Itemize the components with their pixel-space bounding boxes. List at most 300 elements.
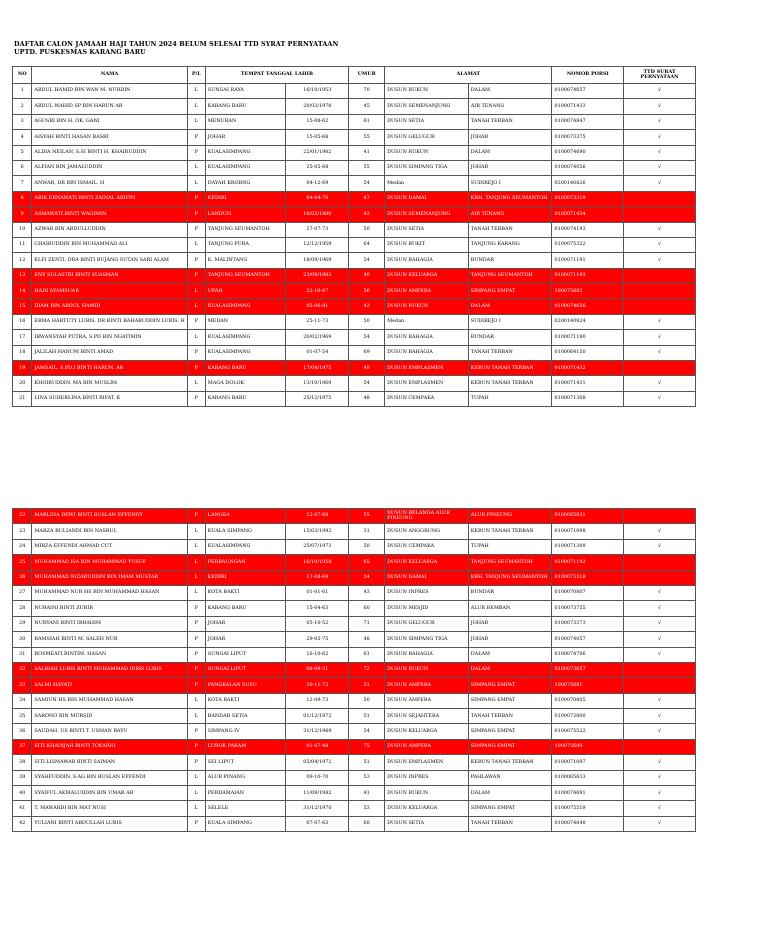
gender-cell: L bbox=[187, 376, 205, 391]
birthplace-cell: ALUR PINANG bbox=[205, 770, 286, 785]
name-cell: JAMSAIL, S.PD.I BINTI HARUN. AR bbox=[32, 361, 187, 376]
table-row bbox=[13, 816, 696, 831]
birthdate-cell: 07-07-63 bbox=[286, 816, 349, 831]
village-cell: SIMPANG EMPAT bbox=[468, 801, 552, 816]
village-cell: BUNDAR bbox=[468, 330, 552, 345]
porsi-number-cell: 0100073318 bbox=[552, 570, 624, 585]
birthdate-cell: 16-10-62 bbox=[286, 647, 349, 662]
age-cell: 51 bbox=[349, 678, 385, 693]
birthplace-cell: SELELE bbox=[205, 801, 286, 816]
name-cell: AGUSRI BIN H. OK. GANI bbox=[32, 114, 187, 129]
age-cell: 48 bbox=[349, 632, 385, 647]
birthdate-cell: 12-09-73 bbox=[286, 693, 349, 708]
row-number: 17 bbox=[13, 330, 32, 345]
row-number: 28 bbox=[13, 601, 32, 616]
signature-check-cell bbox=[624, 284, 696, 299]
table-row bbox=[13, 253, 696, 268]
birthdate-cell: 25/12/1975 bbox=[286, 391, 349, 406]
gender-cell: P bbox=[187, 191, 205, 206]
porsi-number-cell: 0100071308 bbox=[552, 391, 624, 406]
gender-cell: L bbox=[187, 114, 205, 129]
signature-check-cell: √ bbox=[624, 84, 696, 99]
gender-cell: P bbox=[187, 361, 205, 376]
gender-cell: P bbox=[187, 647, 205, 662]
hamlet-cell: DUSUN BAHAGIA bbox=[385, 345, 469, 360]
row-number: 30 bbox=[13, 632, 32, 647]
signature-check-cell: √ bbox=[624, 816, 696, 831]
porsi-number-cell: 0100073657 bbox=[552, 662, 624, 677]
porsi-number-cell: 0100073755 bbox=[552, 601, 624, 616]
table-row bbox=[13, 314, 696, 329]
village-cell: TANAH TERBAN bbox=[468, 816, 552, 831]
porsi-number-cell: 0100071191 bbox=[552, 253, 624, 268]
signature-check-cell: √ bbox=[624, 524, 696, 539]
gender-cell: P bbox=[187, 130, 205, 145]
gender-cell: L bbox=[187, 284, 205, 299]
birthplace-cell: TANJUNG SEUMANTOH bbox=[205, 222, 286, 237]
signature-check-cell: √ bbox=[624, 755, 696, 770]
age-cell: 48 bbox=[349, 391, 385, 406]
row-number: 22 bbox=[13, 509, 32, 524]
birthdate-cell: 17/04/1975 bbox=[286, 361, 349, 376]
signature-check-cell bbox=[624, 678, 696, 693]
signature-check-cell bbox=[624, 299, 696, 314]
age-cell: 50 bbox=[349, 693, 385, 708]
signature-check-cell bbox=[624, 739, 696, 754]
village-cell: KEBUN TANAH TERBAN bbox=[468, 755, 552, 770]
signature-check-cell: √ bbox=[624, 724, 696, 739]
gender-cell: P bbox=[187, 268, 205, 283]
birthplace-cell: LANDUH bbox=[205, 207, 286, 222]
birthdate-cell: 31/12/1969 bbox=[286, 724, 349, 739]
name-cell: SAUDAH. US BINTI T. USMAN BAYU bbox=[32, 724, 187, 739]
row-number: 33 bbox=[13, 678, 32, 693]
row-number: 41 bbox=[13, 801, 32, 816]
gender-cell: L bbox=[187, 176, 205, 191]
birthplace-cell: SUNGAI LIPUT bbox=[205, 647, 286, 662]
porsi-number-cell: 0100075519 bbox=[552, 801, 624, 816]
row-number: 7 bbox=[13, 176, 32, 191]
table-row bbox=[13, 176, 696, 191]
name-cell: RAMSIAH BINTI M. SALEH NUR bbox=[32, 632, 187, 647]
age-cell: 41 bbox=[349, 786, 385, 801]
name-cell: MUHAMMAD NIZARUDDIN BIN IMAM MUSTAR bbox=[32, 570, 187, 585]
birthdate-cell: 16/10/1958 bbox=[286, 555, 349, 570]
birthplace-cell: SUNGAI LIPUT bbox=[205, 662, 286, 677]
hamlet-cell: DUSUN KELUARGA bbox=[385, 268, 469, 283]
birthplace-cell: SUNGAI RAYA bbox=[205, 84, 286, 99]
row-number: 21 bbox=[13, 391, 32, 406]
birthplace-cell: JOHAR bbox=[205, 616, 286, 631]
table-row bbox=[13, 755, 696, 770]
hamlet-cell: DUSUN SIMPANG TIGA bbox=[385, 632, 469, 647]
village-cell: TANJUNG SEUMANTOH bbox=[468, 268, 552, 283]
row-number: 10 bbox=[13, 222, 32, 237]
signature-check-cell: √ bbox=[624, 376, 696, 391]
porsi-number-cell: 0100074691 bbox=[552, 786, 624, 801]
age-cell: 54 bbox=[349, 724, 385, 739]
gender-cell: L bbox=[187, 524, 205, 539]
row-number: 13 bbox=[13, 268, 32, 283]
row-number: 1 bbox=[13, 84, 32, 99]
gender-cell: L bbox=[187, 330, 205, 345]
signature-check-cell: √ bbox=[624, 145, 696, 160]
birthplace-cell: MAGA DOLOK bbox=[205, 376, 286, 391]
birthdate-cell: 05/04/1972 bbox=[286, 755, 349, 770]
hamlet-cell: DUSUN SIMPANG TIGA bbox=[385, 160, 469, 175]
porsi-number-cell: 0100072800 bbox=[552, 709, 624, 724]
signature-check-cell: √ bbox=[624, 114, 696, 129]
village-cell: TANJUNG KARANG bbox=[468, 237, 552, 252]
row-number: 38 bbox=[13, 755, 32, 770]
hamlet-cell: DUSUN RUKUN bbox=[385, 299, 469, 314]
table-row bbox=[13, 99, 696, 114]
hamlet-cell: DUSUN GELUGUR bbox=[385, 130, 469, 145]
village-cell: DALAM bbox=[468, 786, 552, 801]
row-number: 34 bbox=[13, 693, 32, 708]
age-cell: 54 bbox=[349, 376, 385, 391]
birthdate-cell: 08-09-51 bbox=[286, 662, 349, 677]
birthplace-cell: PERDAMAIAN bbox=[205, 786, 286, 801]
village-cell: KBH. TANJUNG SEUMANTOH bbox=[468, 570, 552, 585]
porsi-number-cell: 100075682 bbox=[552, 284, 624, 299]
porsi-number-cell: 0200140824 bbox=[552, 314, 624, 329]
village-cell: DALAM bbox=[468, 647, 552, 662]
registrant-table-1 bbox=[12, 66, 696, 407]
gender-cell: L bbox=[187, 299, 205, 314]
name-cell: AZWAR BIN ABDULLUDDIN bbox=[32, 222, 187, 237]
birthplace-cell: LUBOK PAKAM bbox=[205, 739, 286, 754]
birthplace-cell: KUALASIMPANG bbox=[205, 299, 286, 314]
name-cell: NURAINI BINTI ZUBIR bbox=[32, 601, 187, 616]
porsi-number-cell: 100075681 bbox=[552, 678, 624, 693]
age-cell: 55 bbox=[349, 130, 385, 145]
age-cell: 61 bbox=[349, 114, 385, 129]
gender-cell: L bbox=[187, 786, 205, 801]
row-number: 36 bbox=[13, 724, 32, 739]
birthplace-cell: BANDAR SETIA bbox=[205, 709, 286, 724]
birthdate-cell: 05-10-52 bbox=[286, 616, 349, 631]
table-row bbox=[13, 601, 696, 616]
signature-check-cell: √ bbox=[624, 237, 696, 252]
row-number: 18 bbox=[13, 345, 32, 360]
name-cell: AISYAH BINTI HASAN BASRI bbox=[32, 130, 187, 145]
birthplace-cell: MENURAN bbox=[205, 114, 286, 129]
porsi-number-cell: 0100071432 bbox=[552, 361, 624, 376]
table-row bbox=[13, 739, 696, 754]
birthplace-cell: JOHAR bbox=[205, 130, 286, 145]
signature-check-cell: √ bbox=[624, 176, 696, 191]
age-cell: 54 bbox=[349, 176, 385, 191]
birthplace-cell: KUALA SIMPANG bbox=[205, 524, 286, 539]
village-cell: SIMPANG EMPAT bbox=[468, 678, 552, 693]
porsi-number-cell: 0100074847 bbox=[552, 114, 624, 129]
signature-check-cell: √ bbox=[624, 786, 696, 801]
name-cell: YULIANI BINTI ABDULLAH LUBIS bbox=[32, 816, 187, 831]
name-cell: ANWAR, DR BIN ISMAIL. H bbox=[32, 176, 187, 191]
name-cell: SALMI HAYATI bbox=[32, 678, 187, 693]
birthplace-cell: KARANG BARU bbox=[205, 99, 286, 114]
porsi-number-cell: 0100071190 bbox=[552, 330, 624, 345]
hamlet-cell: DUSUN CEMPAKA bbox=[385, 539, 469, 554]
porsi-number-cell: 0100065633 bbox=[552, 770, 624, 785]
porsi-number-cell: 0100065631 bbox=[552, 509, 624, 524]
gender-cell: P bbox=[187, 345, 205, 360]
hamlet-cell: DUSUN DAMAI bbox=[385, 570, 469, 585]
porsi-number-cell: 0100074848 bbox=[552, 816, 624, 831]
signature-check-cell: √ bbox=[624, 770, 696, 785]
age-cell: 53 bbox=[349, 801, 385, 816]
gender-cell: L bbox=[187, 709, 205, 724]
village-cell: JOHAR bbox=[468, 632, 552, 647]
table-row bbox=[13, 237, 696, 252]
signature-check-cell: √ bbox=[624, 253, 696, 268]
birthdate-cell: 01-07-48 bbox=[286, 739, 349, 754]
age-cell: 55 bbox=[349, 160, 385, 175]
birthdate-cell: 01-07-54 bbox=[286, 345, 349, 360]
header-porsi: NOMOR PORSI bbox=[552, 67, 624, 84]
table-row bbox=[13, 524, 696, 539]
signature-check-cell: √ bbox=[624, 222, 696, 237]
village-cell: TUPAH bbox=[468, 539, 552, 554]
birthplace-cell: KARANG BARU bbox=[205, 391, 286, 406]
name-cell: T. MAWARDI BIN MAT NUSI bbox=[32, 801, 187, 816]
porsi-number-cell: 0100075522 bbox=[552, 724, 624, 739]
signature-check-cell: √ bbox=[624, 539, 696, 554]
birthplace-cell: KARANG BARU bbox=[205, 361, 286, 376]
row-number: 37 bbox=[13, 739, 32, 754]
table-row bbox=[13, 709, 696, 724]
age-cell: 51 bbox=[349, 709, 385, 724]
porsi-number-cell: 0100070805 bbox=[552, 693, 624, 708]
birthplace-cell: KUALASIMPANG bbox=[205, 330, 286, 345]
table-row bbox=[13, 678, 696, 693]
birthplace-cell: KUALASIMPANG bbox=[205, 145, 286, 160]
name-cell: SITI KHADIJAH BINTI TOKARIO bbox=[32, 739, 187, 754]
village-cell: KEBUN TANAH TERBAN bbox=[468, 376, 552, 391]
name-cell: MUHAMMAD NUR HS BIN MUHAMMAD HASAN bbox=[32, 585, 187, 600]
porsi-number-cell: 0100074656 bbox=[552, 299, 624, 314]
porsi-number-cell: 0200140826 bbox=[552, 176, 624, 191]
village-cell: JOHAR bbox=[468, 130, 552, 145]
name-cell: LINA SUHERLINA BINTI RIFAT. K bbox=[32, 391, 187, 406]
signature-check-cell bbox=[624, 555, 696, 570]
birthdate-cell: 22-10-67 bbox=[286, 284, 349, 299]
porsi-number-cell: 0100071192 bbox=[552, 555, 624, 570]
row-number: 35 bbox=[13, 709, 32, 724]
name-cell: NURYANI BINTI IBRAHIM bbox=[32, 616, 187, 631]
row-number: 39 bbox=[13, 770, 32, 785]
table-row bbox=[13, 570, 696, 585]
birthdate-cell: 15-05-68 bbox=[286, 130, 349, 145]
birthdate-cell: 04-12-69 bbox=[286, 176, 349, 191]
gender-cell: P bbox=[187, 616, 205, 631]
porsi-number-cell: 0100071309 bbox=[552, 539, 624, 554]
name-cell: SAMIUN HS BIN MUHAMMAD HASAN bbox=[32, 693, 187, 708]
signature-check-cell bbox=[624, 207, 696, 222]
signature-check-cell: √ bbox=[624, 693, 696, 708]
table-row bbox=[13, 207, 696, 222]
hamlet-cell: DUSUN SEMENANJUNG bbox=[385, 207, 469, 222]
hamlet-cell: DUSUN ANGGRUNG bbox=[385, 524, 469, 539]
table-row bbox=[13, 114, 696, 129]
hamlet-cell: DUSUN KELUARGA bbox=[385, 801, 469, 816]
gender-cell: L bbox=[187, 555, 205, 570]
name-cell: MUHAMMAD ISA BIN MUHAMMAD YUSUF bbox=[32, 555, 187, 570]
birthplace-cell: KEDIRI bbox=[205, 191, 286, 206]
gender-cell: P bbox=[187, 601, 205, 616]
document-subtitle: UPTD. PUSKESMAS KARANG BARU bbox=[14, 48, 146, 56]
name-cell: SITI LISMAWAR BINTI SAIMAN bbox=[32, 755, 187, 770]
village-cell: PAHLAWAN bbox=[468, 770, 552, 785]
table-row bbox=[13, 632, 696, 647]
registrant-table-2 bbox=[12, 508, 696, 832]
name-cell: ALDIA NEILAN, S.SI BINTI H. KHAIRUDDIN bbox=[32, 145, 187, 160]
row-number: 6 bbox=[13, 160, 32, 175]
birthdate-cell: 16/02/1980 bbox=[286, 207, 349, 222]
table-row bbox=[13, 345, 696, 360]
age-cell: 51 bbox=[349, 755, 385, 770]
gender-cell: L bbox=[187, 585, 205, 600]
table-row bbox=[13, 330, 696, 345]
name-cell: JALILAH HANUM BINTI AMAD bbox=[32, 345, 187, 360]
birthplace-cell: JOHAR bbox=[205, 632, 286, 647]
hamlet-cell: DUSUN EMPLASMEN bbox=[385, 361, 469, 376]
village-cell: SUDIREJO I bbox=[468, 314, 552, 329]
table-row bbox=[13, 770, 696, 785]
hamlet-cell: Medan bbox=[385, 314, 469, 329]
hamlet-cell: DUSUN SETIA bbox=[385, 816, 469, 831]
signature-check-cell bbox=[624, 570, 696, 585]
name-cell: MARZA RULIANDI BIN NASRUL bbox=[32, 524, 187, 539]
name-cell: SARONO BIN MURSID bbox=[32, 709, 187, 724]
birthdate-cell: 15-08-62 bbox=[286, 114, 349, 129]
age-cell: 60 bbox=[349, 601, 385, 616]
signature-check-cell: √ bbox=[624, 616, 696, 631]
village-cell: TANAH TERBAN bbox=[468, 114, 552, 129]
birthplace-cell: DAYAH KROBNG bbox=[205, 176, 286, 191]
age-cell: 43 bbox=[349, 207, 385, 222]
village-cell: DALAM bbox=[468, 662, 552, 677]
birthplace-cell: K. MALINTANG bbox=[205, 253, 286, 268]
village-cell: ALUR PINEUNG bbox=[468, 509, 552, 524]
row-number: 29 bbox=[13, 616, 32, 631]
birthplace-cell: LANGSA bbox=[205, 509, 286, 524]
village-cell: TANAH TERBAN bbox=[468, 345, 552, 360]
age-cell: 69 bbox=[349, 345, 385, 360]
row-number: 19 bbox=[13, 361, 32, 376]
age-cell: 54 bbox=[349, 570, 385, 585]
birthdate-cell: 31/12/1970 bbox=[286, 801, 349, 816]
birthdate-cell: 17-08-69 bbox=[286, 570, 349, 585]
gender-cell: L bbox=[187, 539, 205, 554]
age-cell: 47 bbox=[349, 191, 385, 206]
birthdate-cell: 29-05-75 bbox=[286, 632, 349, 647]
gender-cell: L bbox=[187, 693, 205, 708]
birthplace-cell: TANJUNG PURA bbox=[205, 237, 286, 252]
name-cell: ENY SULASTRI BINTI SUASMAN bbox=[32, 268, 187, 283]
birthdate-cell: 15-04-63 bbox=[286, 601, 349, 616]
birthplace-cell: KUALASIMPANG bbox=[205, 345, 286, 360]
village-cell: SIMPANG EMPAT bbox=[468, 739, 552, 754]
table-row bbox=[13, 509, 696, 524]
signature-check-cell: √ bbox=[624, 709, 696, 724]
hamlet-cell: DUSUN SETIA bbox=[385, 222, 469, 237]
hamlet-cell: DUSUN KELUARGA bbox=[385, 555, 469, 570]
hamlet-cell: DUSUN RUKUN bbox=[385, 786, 469, 801]
gender-cell: P bbox=[187, 816, 205, 831]
signature-check-cell: √ bbox=[624, 99, 696, 114]
porsi-number-cell: 0100071431 bbox=[552, 376, 624, 391]
hamlet-cell: DUSUN EMPLASMEN bbox=[385, 376, 469, 391]
row-number: 31 bbox=[13, 647, 32, 662]
village-cell: SIMPANG EMPAT bbox=[468, 284, 552, 299]
gender-cell: L bbox=[187, 237, 205, 252]
porsi-number-cell: 0100073373 bbox=[552, 616, 624, 631]
name-cell: SYAIFUL AKMALUDDIN BIN UMAR AB bbox=[32, 786, 187, 801]
birthdate-cell: 25-11-73 bbox=[286, 314, 349, 329]
age-cell: 61 bbox=[349, 647, 385, 662]
gender-cell: L bbox=[187, 84, 205, 99]
table-row bbox=[13, 724, 696, 739]
age-cell: 60 bbox=[349, 816, 385, 831]
signature-check-cell: √ bbox=[624, 585, 696, 600]
birthdate-cell: 27-07-73 bbox=[286, 222, 349, 237]
name-cell: IDAM BIN ABDUL HAMID bbox=[32, 299, 187, 314]
hamlet-cell: DUSUN BAHAGIA bbox=[385, 253, 469, 268]
gender-cell: L bbox=[187, 801, 205, 816]
gender-cell: P bbox=[187, 509, 205, 524]
signature-check-cell: √ bbox=[624, 632, 696, 647]
row-number: 9 bbox=[13, 207, 32, 222]
gender-cell: P bbox=[187, 314, 205, 329]
gender-cell: P bbox=[187, 391, 205, 406]
gender-cell: P bbox=[187, 662, 205, 677]
village-cell: AIR TENANG bbox=[468, 99, 552, 114]
hamlet-cell: DUSUN DAMAI bbox=[385, 191, 469, 206]
gender-cell: L bbox=[187, 160, 205, 175]
age-cell: 45 bbox=[349, 99, 385, 114]
table-row bbox=[13, 662, 696, 677]
birthplace-cell: KEDIRI bbox=[205, 570, 286, 585]
age-cell: 72 bbox=[349, 662, 385, 677]
age-cell: 71 bbox=[349, 616, 385, 631]
gender-cell: P bbox=[187, 632, 205, 647]
age-cell: 75 bbox=[349, 739, 385, 754]
name-cell: KHOIRUDDIN. MA BIN MUSLIM bbox=[32, 376, 187, 391]
hamlet-cell: DUSUN SEMENANJUNG bbox=[385, 99, 469, 114]
birthdate-cell: 12/12/1959 bbox=[286, 237, 349, 252]
village-cell: DALAM bbox=[468, 84, 552, 99]
row-number: 42 bbox=[13, 816, 32, 831]
signature-check-cell: √ bbox=[624, 345, 696, 360]
age-cell: 54 bbox=[349, 330, 385, 345]
birthdate-cell: 05-06-81 bbox=[286, 299, 349, 314]
village-cell: TANAH TERBAN bbox=[468, 709, 552, 724]
birthplace-cell: KUALASIMPANG bbox=[205, 539, 286, 554]
header-nama: NAMA bbox=[32, 67, 187, 84]
age-cell: 50 bbox=[349, 222, 385, 237]
hamlet-cell: DUSUN BAHAGIA bbox=[385, 330, 469, 345]
signature-check-cell bbox=[624, 662, 696, 677]
birthdate-cell: 25-05-68 bbox=[286, 160, 349, 175]
gender-cell: P bbox=[187, 207, 205, 222]
table-row bbox=[13, 84, 696, 99]
age-cell: 56 bbox=[349, 284, 385, 299]
hamlet-cell: DUSUN SEJAHTERA bbox=[385, 709, 469, 724]
gender-cell: L bbox=[187, 99, 205, 114]
row-number: 24 bbox=[13, 539, 32, 554]
